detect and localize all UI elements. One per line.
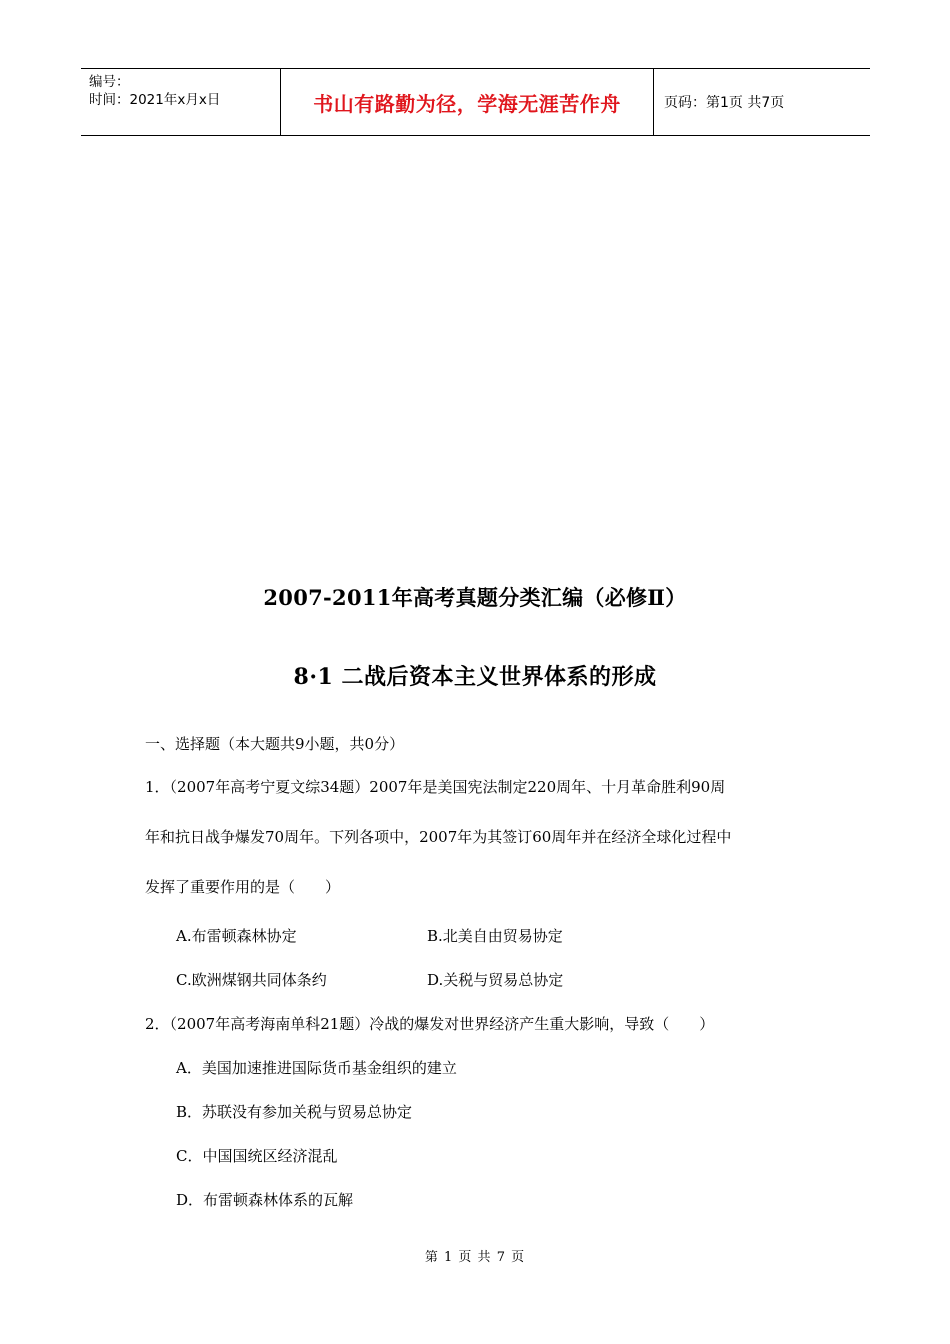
document-subtitle: 8·1 二战后资本主义世界体系的形成 xyxy=(293,664,657,690)
question-1-line-3: 发挥了重要作用的是（ ） xyxy=(145,878,341,896)
question-1-option-b: B.北美自由贸易协定 xyxy=(427,927,563,945)
header-motto: 书山有路勤为径，学海无涯苦作舟 xyxy=(281,69,654,135)
document-title: 2007-2011年高考真题分类汇编（必修Ⅱ） xyxy=(263,585,687,610)
page-footer: 第 1 页 共 7 页 xyxy=(424,1250,526,1265)
question-1-option-c: C.欧洲煤钢共同体条约 xyxy=(176,971,327,989)
question-2-option-a: A．美国加速推进国际货币基金组织的建立 xyxy=(176,1059,457,1077)
question-2-option-d: D．布雷顿森林体系的瓦解 xyxy=(176,1191,354,1209)
question-2-option-b: B．苏联没有参加关税与贸易总协定 xyxy=(176,1103,413,1121)
question-1-line-2: 年和抗日战争爆发70周年。下列各项中，2007年为其签订60周年并在经济全球化过程中 xyxy=(145,828,732,846)
header-page-info: 页码：第1页 共7页 xyxy=(664,95,785,111)
section-heading: 一、选择题（本大题共9小题，共0分） xyxy=(145,735,405,753)
header-number-label: 编号： xyxy=(89,74,130,90)
header-time-label: 时间：2021年x月x日 xyxy=(89,92,221,108)
question-1-option-d: D.关税与贸易总协定 xyxy=(427,971,564,989)
question-1-line-1: 1．（2007年高考宁夏文综34题）2007年是美国宪法制定220周年、十月革命胜利90周 xyxy=(145,778,726,796)
question-2-option-c: C．中国国统区经济混乱 xyxy=(176,1147,338,1165)
header-meta-cell xyxy=(81,69,281,135)
question-1-option-a: A.布雷顿森林协定 xyxy=(176,927,297,945)
question-2-stem: 2．（2007年高考海南单科21题）冷战的爆发对世界经济产生重大影响，导致（ ） xyxy=(145,1015,715,1033)
document-header xyxy=(81,68,870,136)
